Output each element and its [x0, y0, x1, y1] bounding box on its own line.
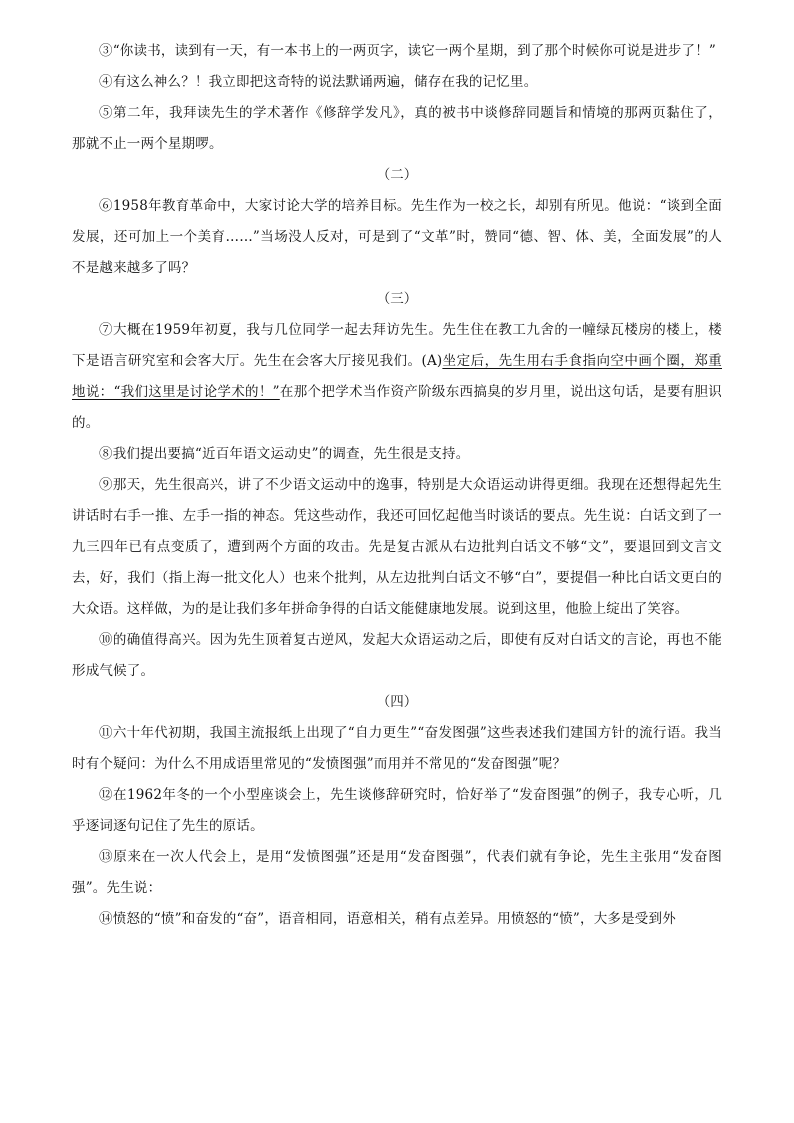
paragraph-12: ⑫在1962年冬的一个小型座谈会上，先生谈修辞研究时，恰好举了“发奋图强”的例子，我专心听，几乎逐词逐句记住了先生的原话。: [72, 787, 722, 834]
paragraph-4: ④有这么神么？！我立即把这奇特的说法默诵两遍，储存在我的记忆里。: [99, 74, 538, 90]
paragraph-7-outro: 在那个把学术当作资产阶级东西搞臭的岁月里，说出这句话，是要有胆识的。: [72, 384, 722, 431]
paragraph-11: ⑪六十年代初期，我国主流报纸上出现了“自力更生”“奋发图强”这些表述我们建国方针的流行语。我当时有个疑问：为什么不用成语里常见的“发愤图强”而用并不常见的“发奋图强”呢？: [72, 725, 722, 772]
section-heading-2: （二）: [376, 167, 418, 183]
paragraph-6: ⑥1958年教育革命中，大家讨论大学的培养目标。先生作为一校之长，却别有所见。他说：“谈到全面发展，还可加上一个美育……”当场没人反对，可是到了“文革”时，赞同“德、智、体、美，全面发展”的人不是越来越多了吗？: [72, 198, 722, 276]
paragraph-5: ⑤第二年，我拜读先生的学术著作《修辞学发凡》，真的被书中谈修辞同题旨和情境的那两页黏住了，那就不止一两个星期啰。: [72, 105, 722, 152]
section-heading-4: （四）: [376, 694, 418, 710]
paragraph-3: ③“你读书，读到有一天，有一本书上的一两页字，读它一两个星期，到了那个时候你可说是进步了！”: [99, 43, 717, 59]
paragraph-10: ⑩的确值得高兴。因为先生顶着复古逆风，发起大众语运动之后，即使有反对白话文的言论，再也不能形成气候了。: [72, 632, 722, 679]
paragraph-13: ⑬原来在一次人代会上，是用“发愤图强”还是用“发奋图强”，代表们就有争论，先生主张用“发奋图强”。先生说：: [72, 849, 722, 896]
paragraph-7: [72, 315, 722, 439]
underlined-sentence-a: 坐定后，先生用右手食指向空中画个圈，郑重地说：“我们这里是讨论学术的！”: [72, 353, 722, 400]
paragraph-7-intro: ⑦大概在1959年初夏，我与几位同学一起去拜访先生。先生住在教工九舍的一幢绿瓦楼房的楼上，楼下是语言研究室和会客大厅。先生在会客大厅接见我们。(A): [72, 322, 722, 369]
paragraph-9: ⑨那天，先生很高兴，讲了不少语文运动中的逸事，特别是大众语运动讲得更细。我现在还想得起先生讲话时右手一推、左手一指的神态。凭这些动作，我还可回忆起他当时谈话的要点。先生说：白话文到了一九三四年已有点变质了，遭到两个方面的攻击。先是复古派从右边批判白话文不够“文”，要退回到文言文去，好，我们（指上海一批文化人）也来个批判，从左边批判白话文不够“白”，要提倡一种比白话文更白的大众语。这样做，为的是让我们多年拼命争得的白话文能健康地发展。说到这里，他脸上绽出了笑容。: [72, 477, 722, 617]
paragraph-8: ⑧我们提出要搞“近百年语文运动史”的调查，先生很是支持。: [99, 446, 470, 462]
document-page: [72, 36, 722, 935]
section-heading-3: （三）: [376, 291, 418, 307]
paragraph-14: ⑭愤怒的“愤”和奋发的“奋”，语音相同，语意相关，稍有点差异。用愤怒的“愤”，大多是受到外: [99, 911, 676, 927]
